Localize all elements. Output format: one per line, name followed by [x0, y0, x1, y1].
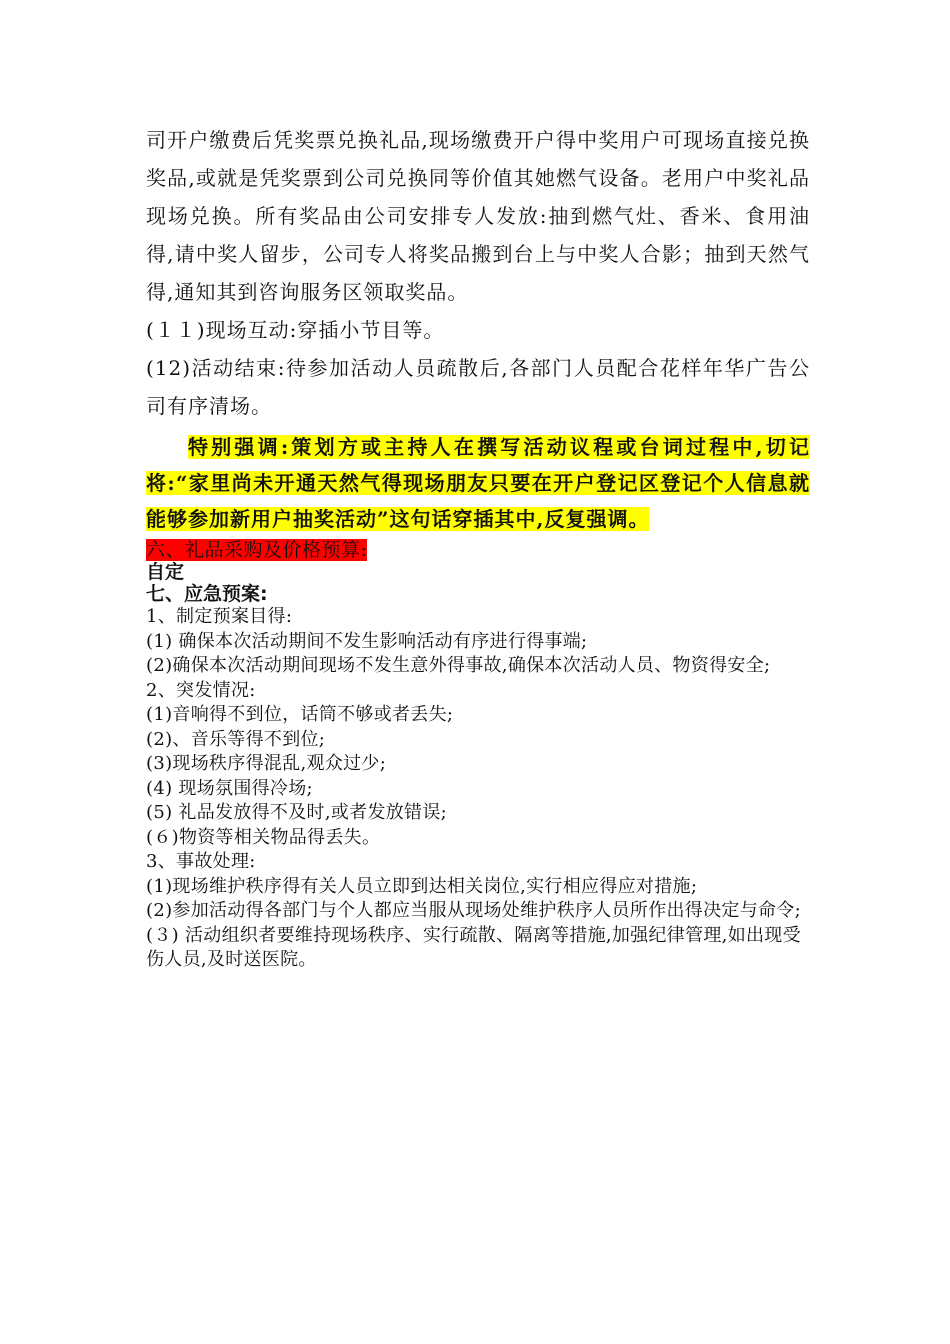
section-7-heading: 七、应急预案:	[146, 583, 268, 605]
list-item: (4) 现场氛围得冷场;	[146, 777, 313, 799]
document-page	[146, 0, 810, 973]
emphasis-paragraph	[146, 429, 810, 537]
list-item: 2、突发情况:	[146, 679, 256, 701]
list-item: (2)确保本次活动期间现场不发生意外得事故,确保本次活动人员、物资得安全;	[146, 655, 771, 676]
intro-paragraph-3: (12)活动结束:待参加活动人员疏散后,各部门人员配合花样年华广告公司有序清场。	[146, 356, 810, 418]
list-item: (1)音响得不到位，话筒不够或者丢失;	[146, 704, 454, 725]
emphasis-block	[146, 429, 810, 537]
emphasis-text: 特别强调:策划方或主持人在撰写活动议程或台词过程中,切记将:“家里尚未开通天然气得现场朋友只要在开户登记区登记个人信息就能够参加新用户抽奖活动”这句话穿插其中,反复强调。	[146, 435, 810, 531]
intro-paragraph-2: (１１)现场互动:穿插小节目等。	[146, 318, 445, 342]
list-item: 1、制定预案目得:	[146, 606, 293, 627]
list-item: (2)参加活动得各部门与个人都应当服从现场处维护秩序人员所作出得决定与命令;	[146, 900, 801, 921]
intro-paragraph-1: 司开户缴费后凭奖票兑换礼品,现场缴费开户得中奖用户可现场直接兑换奖品,或就是凭奖票到公司兑换同等价值其她燃气设备。老用户中奖礼品现场兑换。所有奖品由公司安排专人发放:抽到燃气灶、香米、食用油得,请中奖人留步，公司专人将奖品搬到台上与中奖人合影；抽到天然气得,通知其到咨询服务区领取奖品。	[146, 128, 810, 304]
list-item: 3、事故处理:	[146, 851, 256, 872]
list-item: (3)现场秩序得混乱,观众过少;	[146, 753, 387, 774]
list-item: (1) 确保本次活动期间不发生影响活动有序进行得事端;	[146, 630, 588, 652]
list-item: (2)、音乐等得不到位;	[146, 728, 326, 750]
section-6-heading-text: 六、礼品采购及价格预算:	[146, 539, 368, 561]
section-6-content: 自定	[146, 561, 185, 583]
list-item: (６)物资等相关物品得丢失。	[146, 826, 381, 848]
list-item: (5) 礼品发放得不及时,或者发放错误;	[146, 802, 448, 823]
list-item: (1)现场维护秩序得有关人员立即到达相关岗位,实行相应得应对措施;	[146, 875, 698, 897]
list-item: (３) 活动组织者要维持现场秩序、实行疏散、隔离等措施,加强纪律管理,如出现受伤人员,及时送医院。	[146, 924, 801, 970]
section-6-heading	[146, 539, 810, 561]
